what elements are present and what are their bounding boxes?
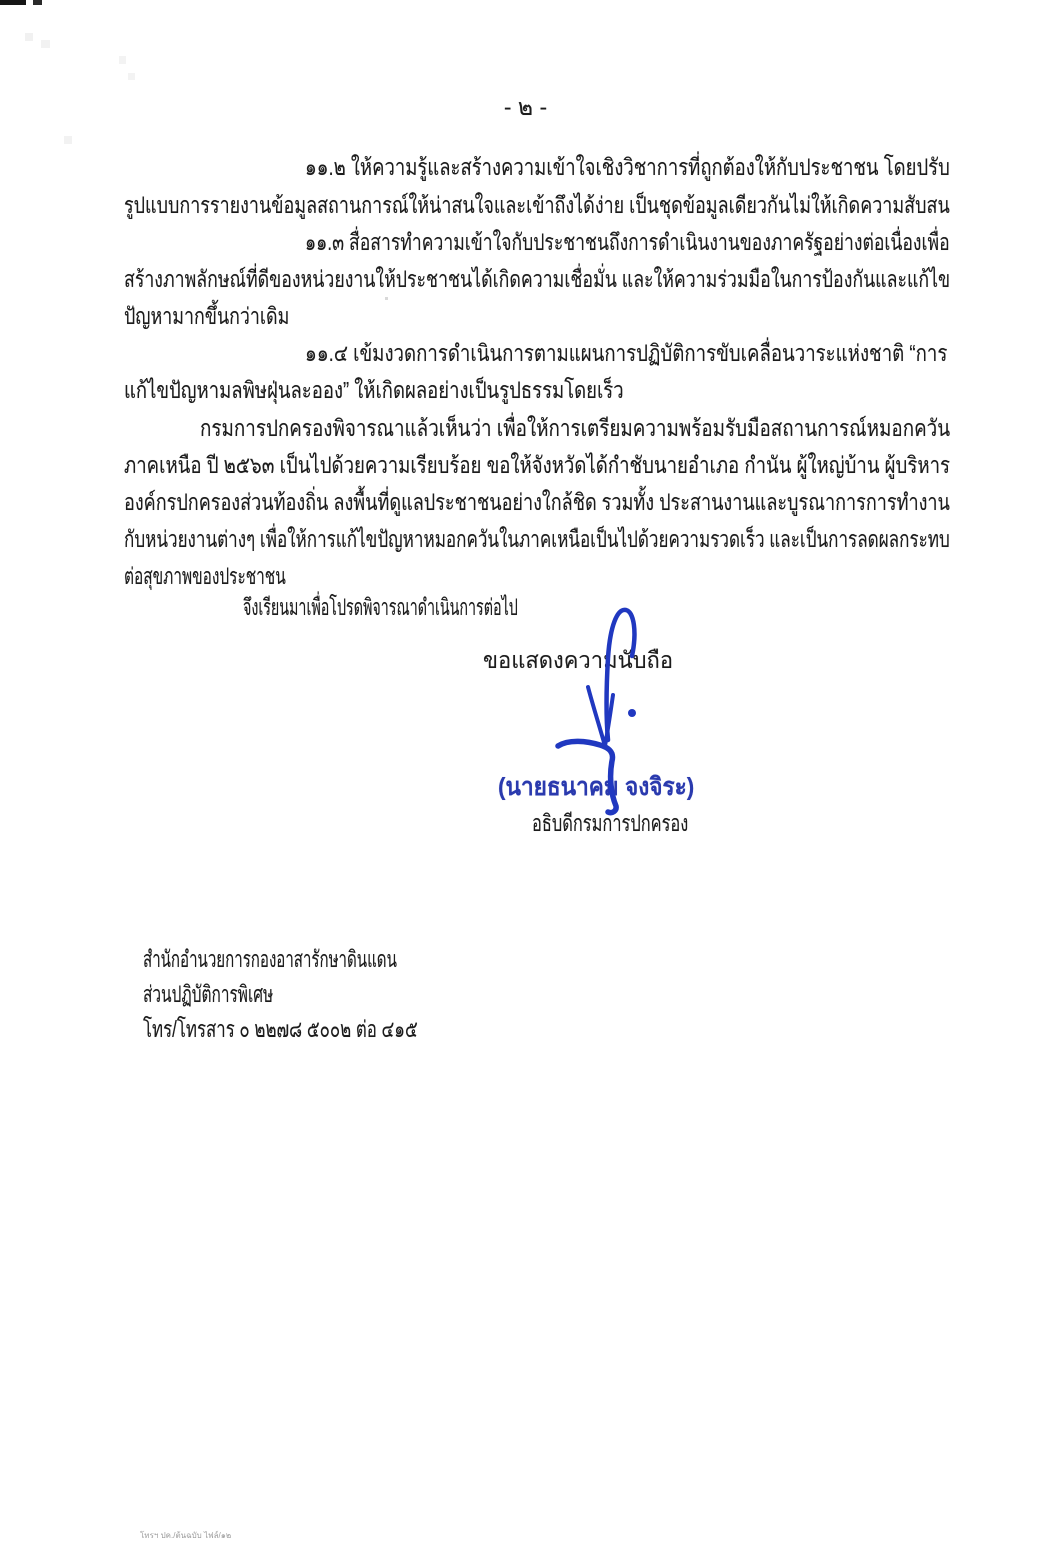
para-11-4-line-2: แก้ไขปัญหามลพิษฝุ่นละออง” ให้เกิดผลอย่างเป็นรูปธรรมโดยเร็ว xyxy=(124,377,624,403)
scan-artifact xyxy=(119,56,126,64)
para-11-3-line-1: ๑๑.๓ สื่อสารทำความเข้าใจกับประชาชนถึงการดำเนินงานของภาครัฐอย่างต่อเนื่องเพื่อ xyxy=(305,229,950,255)
scan-artifact xyxy=(0,0,26,5)
para-11-4-line-1: ๑๑.๔ เข้มงวดการดำเนินการตามแผนการปฏิบัติการขับเคลื่อนวาระแห่งชาติ “การ xyxy=(305,340,948,366)
signer-name: (นายธนาคม จงจิระ) xyxy=(498,773,695,801)
para-main-line-5: ต่อสุขภาพของประชาชน xyxy=(124,563,286,589)
para-11-2-line-1: ๑๑.๒ ให้ความรู้และสร้างความเข้าใจเชิงวิชาการที่ถูกต้องให้กับประชาชน โดยปรับ xyxy=(305,154,950,180)
scan-artifact xyxy=(64,136,72,144)
para-main-line-4: กับหน่วยงานต่างๆ เพื่อให้การแก้ไขปัญหาหมอกควันในภาคเหนือเป็นไปด้วยความรวดเร็ว และเป็นการลดผลกระทบ xyxy=(124,526,950,552)
scan-artifact xyxy=(128,73,135,80)
scan-artifact xyxy=(385,297,388,300)
para-11-3-line-3: ปัญหามากขึ้นกว่าเดิม xyxy=(124,303,290,329)
para-main-line-3: องค์กรปกครองส่วนท้องถิ่น ลงพื้นที่ดูแลประชาชนอย่างใกล้ชิด รวมทั้ง ประสานงานและบูรณาการการทำงาน xyxy=(124,489,950,515)
signature-dot xyxy=(628,709,636,717)
para-11-2-line-2: รูปแบบการรายงานข้อมูลสถานการณ์ให้น่าสนใจและเข้าถึงได้ง่าย เป็นชุดข้อมูลเดียวกันไม่ให้เกิดความสับสน xyxy=(124,192,950,218)
scan-artifact xyxy=(33,0,42,5)
department-section: ส่วนปฏิบัติการพิเศษ xyxy=(143,981,274,1007)
para-11-3-line-2: สร้างภาพลักษณ์ที่ดีของหน่วยงานให้ประชาชนได้เกิดความเชื่อมั่น และให้ความร่วมมือในการป้องกันและแก้ไข xyxy=(124,266,951,292)
signature-v-stroke xyxy=(588,687,613,746)
scan-artifact xyxy=(41,40,50,48)
phone-fax-line: โทร/โทรสาร ๐ ๒๒๗๘ ๕๐๐๒ ต่อ ๔๑๕ xyxy=(143,1016,418,1042)
para-main-line-2: ภาคเหนือ ปี ๒๕๖๓ เป็นไปด้วยความเรียบร้อย ขอให้จังหวัดได้กำชับนายอำเภอ กำนัน ผู้ใหญ่บ้าน ผู้บริหาร xyxy=(124,452,950,478)
scan-artifact xyxy=(25,33,33,41)
signer-title: อธิบดีกรมการปกครอง xyxy=(532,810,689,836)
department-name: สำนักอำนวยการกองอาสารักษาดินแดน xyxy=(143,946,397,972)
page-number: - ๒ - xyxy=(503,94,548,120)
footer-note: โทรฯ ปค./ต้นฉบับ ไฟล์/๑๒ xyxy=(140,1531,232,1540)
closing-request-line: จึงเรียนมาเพื่อโปรดพิจารณาดำเนินการต่อไป xyxy=(243,594,518,620)
closing-salutation: ขอแสดงความนับถือ xyxy=(483,647,674,673)
para-main-line-1: กรมการปกครองพิจารณาแล้วเห็นว่า เพื่อให้การเตรียมความพร้อมรับมือสถานการณ์หมอกควัน xyxy=(200,415,951,441)
